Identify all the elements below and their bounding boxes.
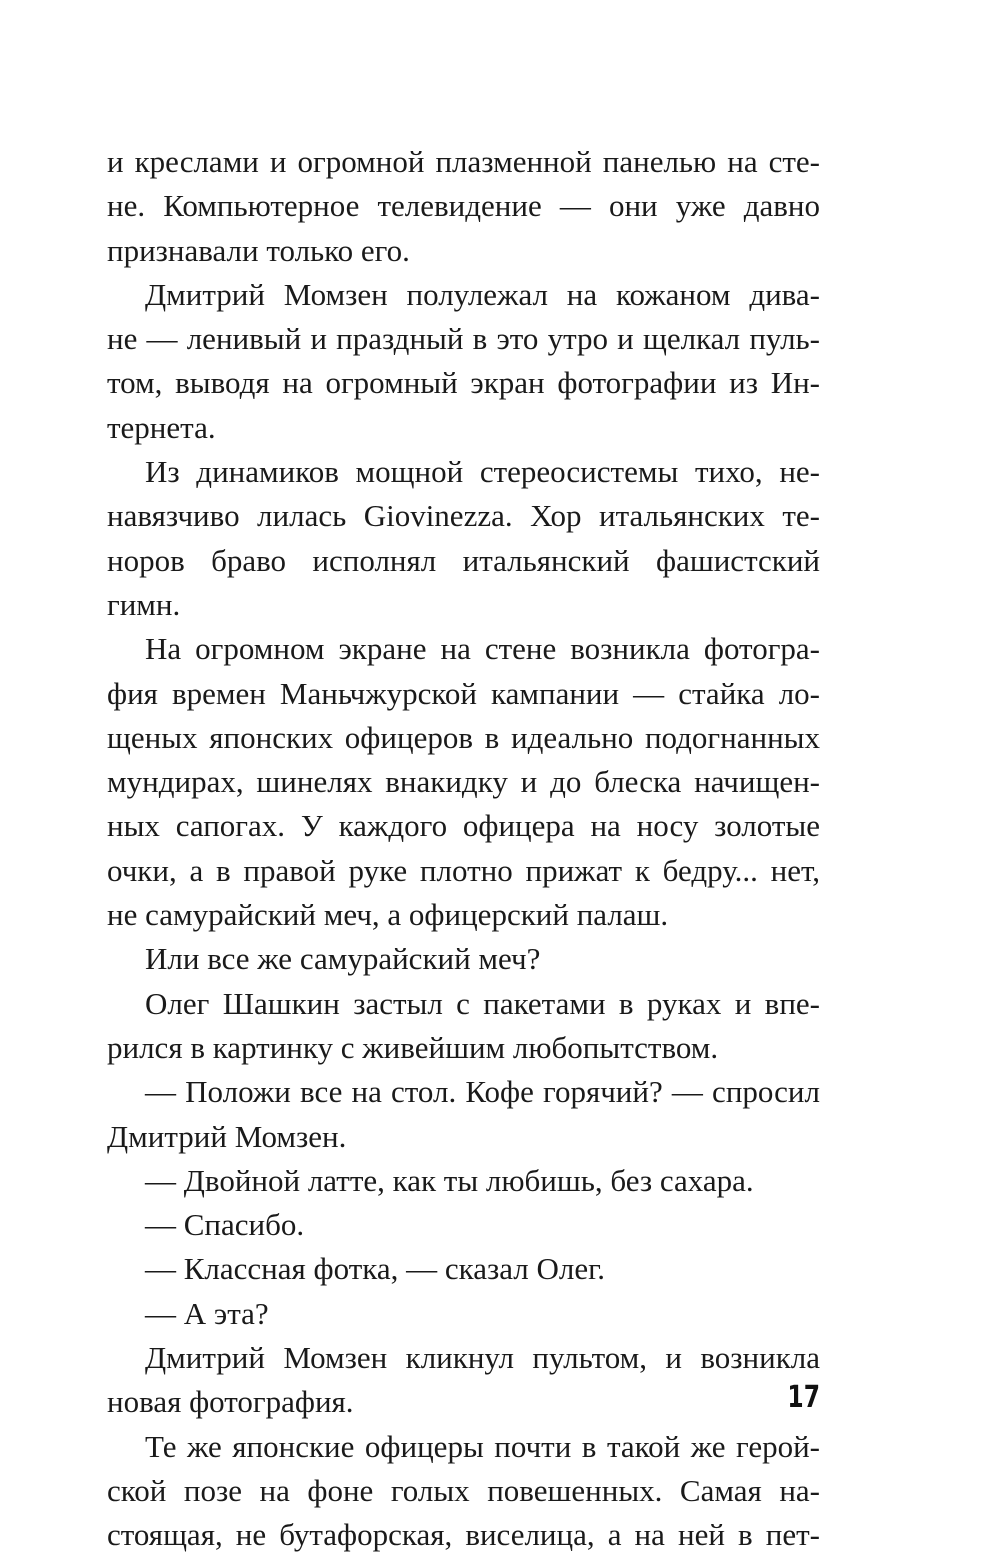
text-line: ской позе на фоне голых повешенных. Самая на- [107, 1472, 820, 1508]
text-line: Дмитрий Момзен кликнул пультом, и возникла [145, 1340, 820, 1376]
text-line: мундирах, шинелях внакидку и до блеска начищен- [107, 764, 820, 800]
text-line: Те же японские офицеры почти в такой же герой- [145, 1428, 820, 1464]
text-line: тернета. [107, 409, 216, 445]
text-line: — Двойной латте, как ты любишь, без сахара. [145, 1162, 754, 1198]
text-line: Дмитрий Момзен. [107, 1118, 347, 1154]
text-line: — А эта? [145, 1295, 269, 1331]
text-line: не. Компьютерное телевидение — они уже давно [107, 188, 820, 224]
text-line: ных сапогах. У каждого офицера на носу золотые [107, 808, 820, 844]
text-line: не самурайский меч, а офицерский палаш. [107, 897, 669, 933]
text-line: На огромном экране на стене возникла фотогра- [145, 631, 820, 667]
text-line: — Классная фотка, — сказал Олег. [145, 1251, 606, 1287]
page-number: 17 [787, 1380, 820, 1415]
text-line: не — ленивый и праздный в это утро и щелкал пуль- [107, 321, 820, 357]
body-text [107, 140, 820, 1558]
text-line: признавали только его. [107, 232, 410, 268]
text-line: Олег Шашкин застыл с пакетами в руках и впе- [145, 985, 820, 1021]
text-line: — Положи все на стол. Кофе горячий? — спросил [145, 1074, 820, 1110]
text-line: гимн. [107, 586, 181, 622]
text-line: щеных японских офицеров в идеально подогнанных [107, 719, 820, 755]
text-line: стоящая, не бутафорская, виселица, а на ней в пет- [107, 1517, 820, 1553]
text-line: том, выводя на огромный экран фотографии из Ин- [107, 365, 820, 401]
text-line: Дмитрий Момзен полулежал на кожаном дива- [145, 276, 820, 312]
text-line: новая фотография. [107, 1384, 354, 1420]
text-line: Из динамиков мощной стереосистемы тихо, не- [145, 454, 820, 490]
text-line: рился в картинку с живейшим любопытством. [107, 1029, 719, 1065]
text-line: — Спасибо. [145, 1207, 305, 1243]
text-line: Или все же самурайский меч? [145, 941, 541, 977]
text-line: норов браво исполнял итальянский фашистский [107, 542, 820, 578]
text-line: и креслами и огромной плазменной панелью на сте- [107, 144, 820, 179]
text-line: очки, а в правой руке плотно прижат к бедру... нет, [107, 852, 820, 888]
text-line: навязчиво лилась Giovinezza. Хор итальянских те- [107, 498, 820, 534]
text-line: фия времен Маньчжурской кампании — стайка ло- [107, 675, 820, 711]
